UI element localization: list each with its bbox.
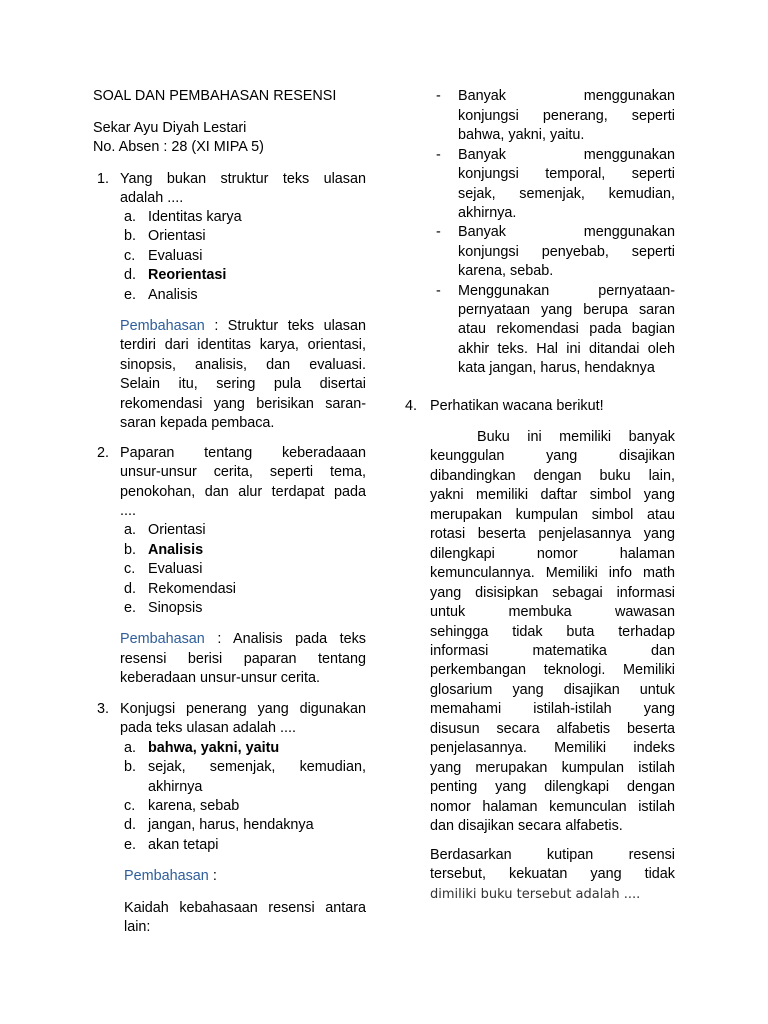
question-number: 4. xyxy=(405,398,418,414)
question-text: Konjugsi penerang yang digunakan xyxy=(120,701,366,717)
pembahasan-line xyxy=(120,630,366,650)
question-text: .... xyxy=(120,503,136,519)
kaidah-item-text: Banyak menggunakan xyxy=(458,88,675,104)
option-letter: b. xyxy=(124,228,137,244)
kaidah-item-text: bahwa, yakni, yaitu. xyxy=(458,127,585,143)
option-text: Orientasi xyxy=(148,228,206,244)
author-name: Sekar Ayu Diyah Lestari xyxy=(93,120,247,136)
question-text: dimiliki buku tersebut adalah .... xyxy=(430,887,641,902)
passage-line: penting yang dilengkapi dengan xyxy=(430,779,675,796)
pembahasan-text: rekomendasi yang berisikan saran- xyxy=(120,396,366,412)
author-absen: No. Absen : 28 (XI MIPA 5) xyxy=(93,139,264,155)
option-text: Identitas karya xyxy=(148,209,242,225)
kaidah-intro: lain: xyxy=(124,919,151,935)
passage-line: memahami istilah-istilah yang xyxy=(430,701,675,718)
option-text: karena, sebab xyxy=(148,798,240,814)
option-text-answer: Analisis xyxy=(148,542,204,558)
question-text: tersebut, kekuatan yang tidak xyxy=(430,866,675,882)
passage-line: yakni memiliki daftar simbol yang xyxy=(430,487,675,504)
question-text: adalah .... xyxy=(120,190,184,206)
option-text: akan tetapi xyxy=(148,837,219,853)
passage-line: rotasi beserta penjelasannya yang xyxy=(430,526,675,543)
pembahasan-text: keberadaan unsur-unsur cerita. xyxy=(120,670,320,686)
passage-line: keunggulan yang disajikan xyxy=(430,448,675,465)
question-text: penokohan, dan alur terdapat pada xyxy=(120,484,366,500)
kaidah-item-text: karena, sebab. xyxy=(458,263,554,279)
question-number: 2. xyxy=(97,445,110,461)
option-letter: e. xyxy=(124,837,137,853)
passage-line: kemunculannya. Memiliki info math xyxy=(430,565,675,582)
option-text-answer: Reorientasi xyxy=(148,267,227,283)
passage-line: disusun secara alfabetis beserta xyxy=(430,720,675,737)
list-dash: - xyxy=(436,224,441,240)
option-letter: d. xyxy=(124,267,137,283)
kaidah-item-text: atau rekomendasi pada bagian xyxy=(458,321,675,337)
passage-line: merupakan kumpulan simbol atau xyxy=(430,506,675,523)
option-letter: b. xyxy=(124,759,137,775)
option-text: Sinopsis xyxy=(148,600,203,616)
question-text: unsur-unsur cerita, seperti tema, xyxy=(120,464,366,480)
pembahasan-label: Pembahasan xyxy=(120,318,205,334)
question-text: Berdasarkan kutipan resensi xyxy=(430,847,675,863)
pembahasan-text: saran kepada pembaca. xyxy=(120,415,275,431)
question-text: Yang bukan struktur teks ulasan xyxy=(120,171,366,187)
pembahasan-text: terdiri dari identitas karya, orientasi, xyxy=(120,337,366,353)
pembahasan-line xyxy=(124,867,217,887)
question-text: pada teks ulasan adalah .... xyxy=(120,720,297,736)
kaidah-item-text: konjungsi penyebab, seperti xyxy=(458,244,675,260)
kaidah-item-text: konjungsi penerang, seperti xyxy=(458,108,675,124)
option-text: jangan, harus, hendaknya xyxy=(148,817,314,833)
kaidah-item-text: Banyak menggunakan xyxy=(458,224,675,240)
kaidah-item-text: pernyataan yang berupa saran xyxy=(458,302,675,318)
option-letter: a. xyxy=(124,522,137,538)
pembahasan-text: : xyxy=(212,868,217,884)
option-letter: b. xyxy=(124,542,137,558)
passage-line: informasi matematika dan xyxy=(430,642,675,659)
pembahasan-text: resensi berisi paparan tentang xyxy=(120,651,366,667)
passage-line: Buku ini memiliki banyak xyxy=(477,429,675,445)
option-letter: a. xyxy=(124,740,137,756)
kaidah-item-text: konjungsi temporal, seperti xyxy=(458,166,675,182)
kaidah-item-text: akhirnya. xyxy=(458,205,517,221)
kaidah-item-text: sejak, semenjak, kemudian, xyxy=(458,186,675,202)
option-letter: c. xyxy=(124,798,136,814)
passage-line: nomor halaman kemunculan istilah xyxy=(430,798,675,815)
document-title: SOAL DAN PEMBAHASAN RESENSI xyxy=(93,88,337,104)
passage-line: dan disajikan secara alfabetis. xyxy=(430,818,623,834)
passage-line: yang disisipkan sebagai informasi xyxy=(430,584,675,601)
passage-line: dibandingkan dengan buku lain, xyxy=(430,467,675,484)
option-letter: d. xyxy=(124,581,137,597)
option-letter: e. xyxy=(124,287,137,303)
pembahasan-line xyxy=(120,317,366,337)
passage-line: glosarium yang disajikan untuk xyxy=(430,681,675,698)
option-letter: c. xyxy=(124,248,136,264)
pembahasan-text: Selain itu, sering pula disertai xyxy=(120,376,366,392)
passage-line: perkembangan teknologi. Memiliki xyxy=(430,662,675,679)
list-dash: - xyxy=(436,88,441,104)
pembahasan-text: : Struktur teks ulasan xyxy=(214,318,366,334)
kaidah-item-text: kata jangan, harus, hendaknya xyxy=(458,360,655,376)
list-dash: - xyxy=(436,147,441,163)
kaidah-item-text: Banyak menggunakan xyxy=(458,147,675,163)
option-text: akhirnya xyxy=(148,779,203,795)
pembahasan-label: Pembahasan xyxy=(120,631,205,647)
passage-line: untuk membuka wawasan xyxy=(430,604,675,621)
kaidah-item-text: Menggunakan pernyataan- xyxy=(458,283,675,299)
passage-line: yang merupakan kumpulan istilah xyxy=(430,759,675,776)
pembahasan-text: : Analisis pada teks xyxy=(217,631,366,647)
option-letter: d. xyxy=(124,817,137,833)
option-letter: a. xyxy=(124,209,137,225)
option-text: Rekomendasi xyxy=(148,581,236,597)
passage-line: sehingga tidak buta terhadap xyxy=(430,623,675,640)
passage-line: penjelasannya. Memiliki indeks xyxy=(430,740,675,757)
option-text: Evaluasi xyxy=(148,248,203,264)
kaidah-item-text: akhir teks. Hal ini ditandai oleh xyxy=(458,341,675,357)
option-text: sejak, semenjak, kemudian, xyxy=(148,759,366,775)
question-text: Perhatikan wacana berikut! xyxy=(430,398,604,414)
kaidah-intro: Kaidah kebahasaan resensi antara xyxy=(124,900,366,916)
question-number: 3. xyxy=(97,701,110,717)
option-text-answer: bahwa, yakni, yaitu xyxy=(148,740,280,756)
option-letter: c. xyxy=(124,561,136,577)
option-letter: e. xyxy=(124,600,137,616)
option-text: Analisis xyxy=(148,287,198,303)
question-number: 1. xyxy=(97,171,110,187)
option-text: Orientasi xyxy=(148,522,206,538)
pembahasan-text: sinopsis, analisis, dan evaluasi. xyxy=(120,357,366,373)
question-text: Paparan tentang keberadaaan xyxy=(120,445,366,461)
passage-line: dilengkapi nomor halaman xyxy=(430,545,675,562)
list-dash: - xyxy=(436,283,441,299)
option-text: Evaluasi xyxy=(148,561,203,577)
pembahasan-label: Pembahasan xyxy=(124,868,209,884)
